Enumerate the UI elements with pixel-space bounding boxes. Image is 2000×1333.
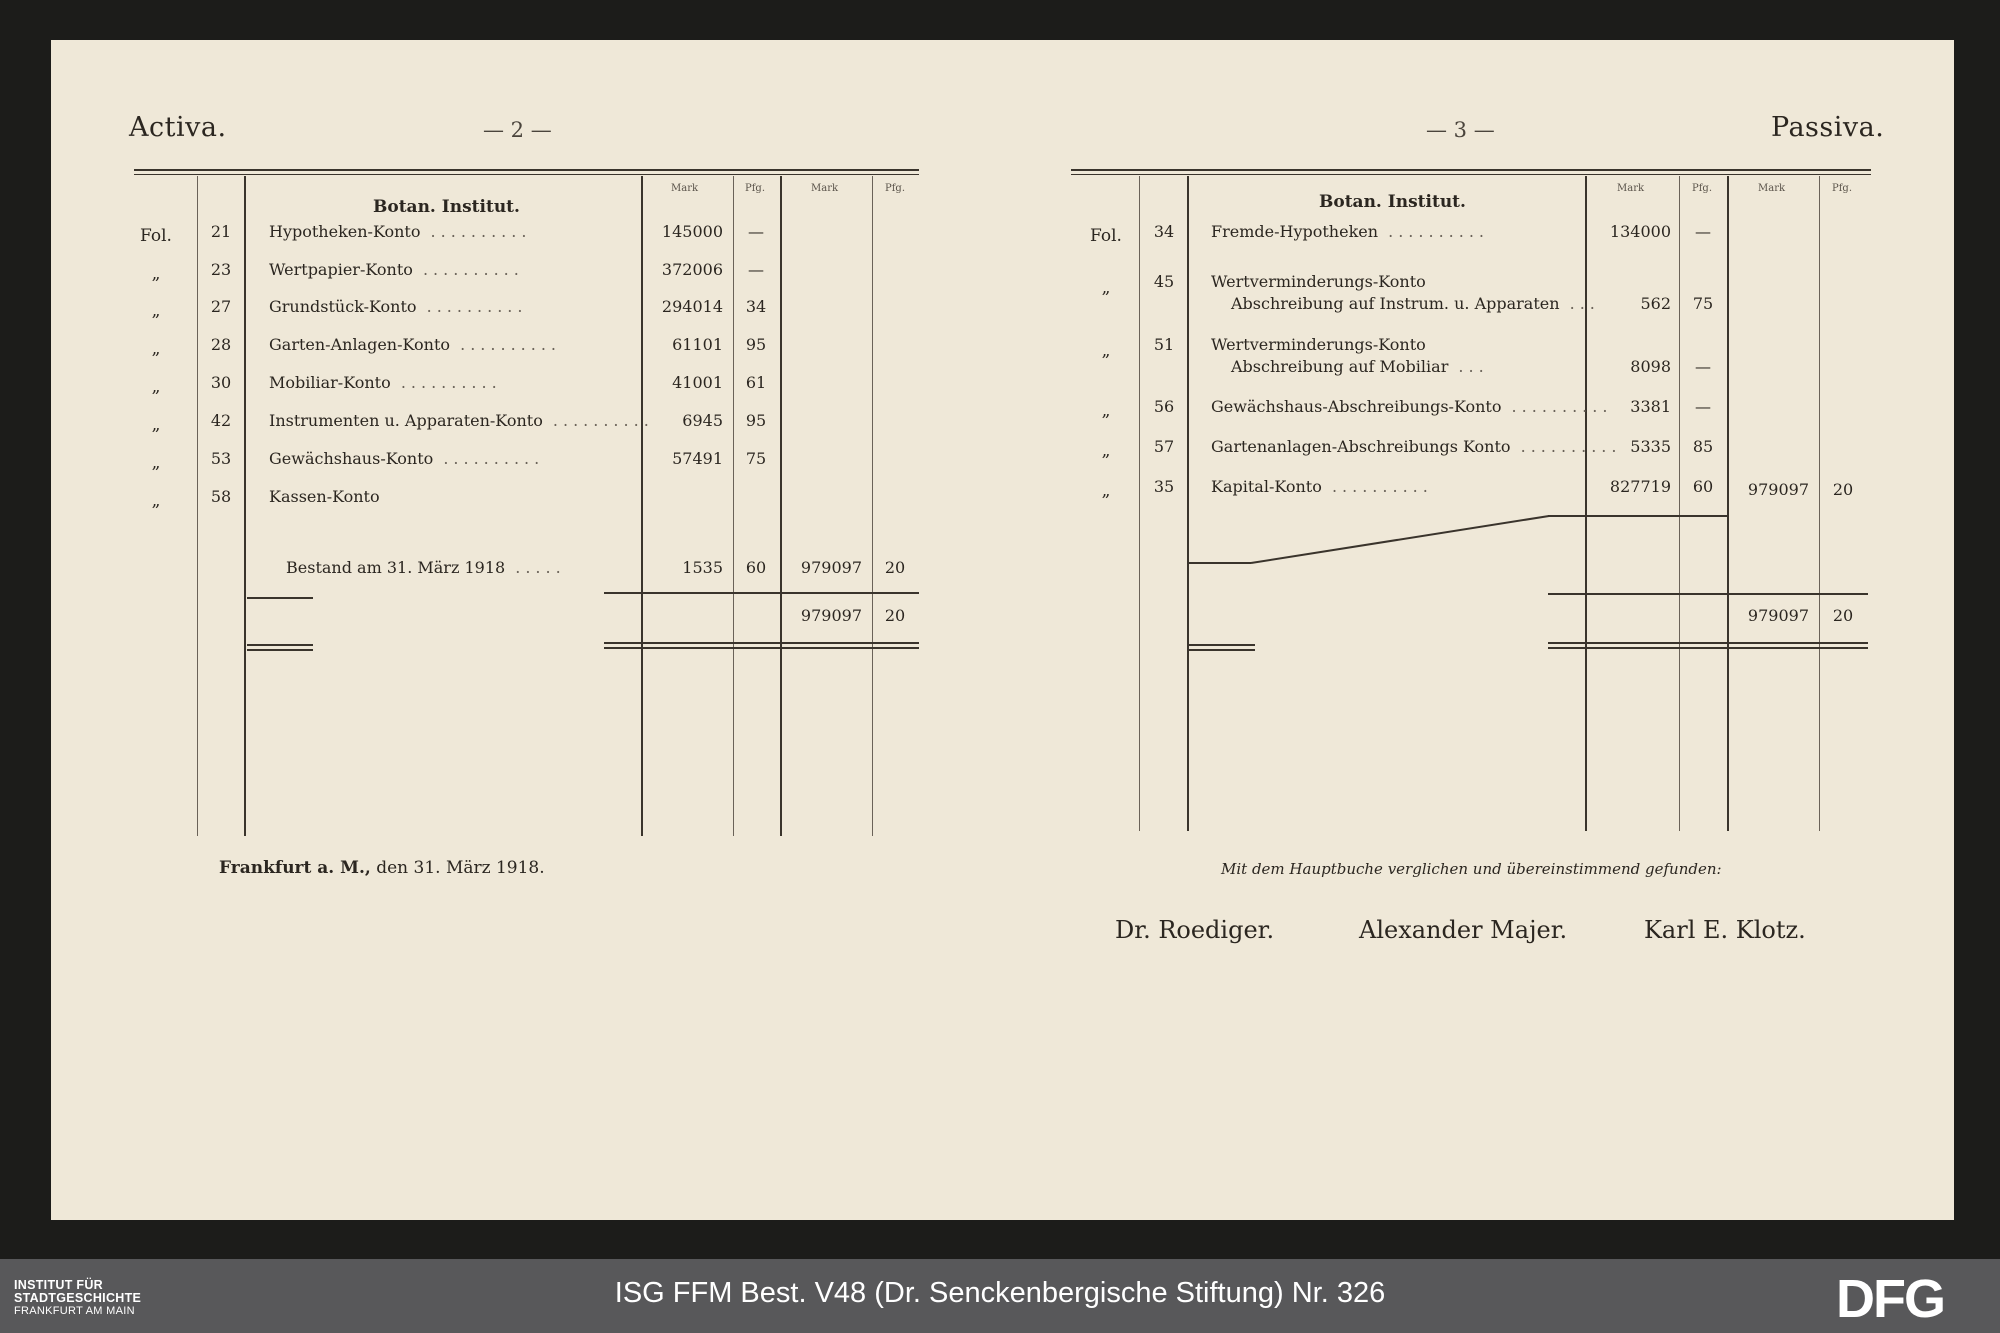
archive-footer (0, 1259, 2000, 1333)
account-label (1211, 437, 1621, 456)
account-name: Gewächshaus-Konto (269, 449, 434, 468)
bestand-pfg-total: 20 (884, 558, 906, 577)
account-name: Wertpapier-Konto (269, 260, 413, 279)
verification-note: Mit dem Hauptbuche verglichen und übereinstimmend gefunden: (1221, 860, 1722, 878)
pfg-value: 34 (745, 297, 767, 316)
pfg-value: — (1695, 357, 1711, 376)
account-name: Kapital-Konto (1211, 477, 1322, 496)
account-name: Gewächshaus-Abschreibungs-Konto (1211, 397, 1502, 416)
bestand-text: Bestand am 31. März 1918 (286, 558, 506, 577)
sum-rule (604, 592, 919, 594)
passiva-total-pfg: 20 (1832, 606, 1854, 625)
leader-dots: .......... (450, 335, 561, 354)
mark-value: 5335 (1630, 437, 1671, 456)
double-rule (604, 642, 919, 644)
account-label (269, 449, 544, 468)
rule (247, 644, 313, 646)
folio-number: 23 (210, 260, 232, 279)
page-number-left: — 2 — (483, 118, 552, 142)
account-label (1211, 397, 1612, 416)
mark-value: 57491 (672, 449, 723, 468)
signature-klotz: Karl E. Klotz. (1644, 916, 1806, 944)
leader-dots: .......... (1501, 397, 1613, 416)
leader-dots: .......... (412, 260, 524, 279)
date: den 31. März 1918. (376, 858, 545, 878)
account-label (269, 260, 524, 279)
rule (1187, 176, 1189, 831)
rule (733, 176, 734, 836)
account-name: Wertverminderungs-Konto (1211, 272, 1426, 291)
rule (1727, 176, 1729, 831)
rule (780, 176, 782, 836)
fol-marker: „ (151, 453, 161, 473)
sum-rule (1548, 593, 1868, 595)
col-mark-header: Mark (811, 183, 839, 194)
double-rule (604, 647, 919, 649)
place-date (219, 858, 545, 878)
mark-value: 827719 (1609, 477, 1671, 496)
account-sublabel (1231, 294, 1600, 313)
rule (1679, 176, 1680, 831)
pfg-value: 85 (1692, 437, 1714, 456)
account-name: Mobiliar-Konto (269, 373, 391, 392)
folio-number: 56 (1153, 397, 1175, 416)
account-label (1211, 477, 1433, 496)
col-mark-header: Mark (1617, 183, 1645, 194)
signature-majer: Alexander Majer. (1359, 916, 1568, 944)
folio-number: 35 (1153, 477, 1175, 496)
archive-caption: ISG FFM Best. V48 (Dr. Senckenbergische Stiftung) Nr. 326 (614, 1277, 1386, 1309)
activa-total-pfg: 20 (884, 606, 906, 625)
pfg-value: — (1695, 222, 1711, 241)
pfg-value: — (748, 222, 764, 241)
account-name: Fremde-Hypotheken (1211, 222, 1379, 241)
kapital-total-mark: 979097 (1747, 480, 1809, 499)
fol-marker: Fol. (1090, 226, 1122, 246)
pfg-value: 75 (745, 449, 767, 468)
passiva-header: Passiva. (1771, 112, 1885, 143)
bestand-pfg: 60 (745, 558, 767, 577)
passiva-total-mark: 979097 (1747, 606, 1809, 625)
leader-dots: .......... (1321, 477, 1433, 496)
leader-dots: .......... (1378, 222, 1489, 241)
account-label (269, 222, 531, 241)
leader-dots: ... (1448, 357, 1489, 376)
leader-dots: .......... (420, 222, 532, 241)
rule (197, 176, 198, 836)
leader-dots: .......... (390, 373, 502, 392)
top-rule-right (1071, 169, 1871, 171)
mark-value: 145000 (661, 222, 723, 241)
folio-number: 57 (1153, 437, 1175, 456)
rule (1548, 515, 1728, 517)
document-scan (51, 40, 1954, 1220)
mark-value: 6945 (682, 411, 723, 430)
col-pfg-header: Pfg. (1832, 183, 1853, 194)
account-label (269, 487, 380, 506)
mark-value: 61101 (672, 335, 723, 354)
fol-marker: Fol. (140, 226, 172, 246)
double-rule (1548, 642, 1868, 644)
fol-marker: „ (151, 339, 161, 359)
page-number-right: — 3 — (1426, 118, 1495, 142)
folio-number: 42 (210, 411, 232, 430)
fol-marker: „ (1101, 481, 1111, 501)
fol-marker: „ (151, 264, 161, 284)
fol-marker: „ (1101, 341, 1111, 361)
fol-marker: „ (151, 491, 161, 511)
account-label (1211, 335, 1426, 354)
mark-value: 294014 (661, 297, 723, 316)
institute-heading-right: Botan. Institut. (1319, 192, 1466, 212)
fol-marker: „ (1101, 278, 1111, 298)
dfg-logo-text: DFG (1836, 1273, 1944, 1323)
leader-dots: .......... (433, 449, 545, 468)
bestand-label: Bestand am 31. März 1918 ..... (286, 558, 566, 577)
account-name: Grundstück-Konto (269, 297, 417, 316)
bestand-mark: 1535 (682, 558, 723, 577)
folio-number: 45 (1153, 272, 1175, 291)
col-pfg-header: Pfg. (885, 183, 906, 194)
activa-total-mark: 979097 (800, 606, 862, 625)
account-name: Instrumenten u. Apparaten-Konto (269, 411, 543, 430)
folio-number: 58 (210, 487, 232, 506)
account-label (269, 373, 502, 392)
account-name: Wertverminderungs-Konto (1211, 335, 1426, 354)
fol-marker: „ (151, 301, 161, 321)
kapital-total-pfg: 20 (1832, 480, 1854, 499)
folio-number: 51 (1153, 335, 1175, 354)
pfg-value: 60 (1692, 477, 1714, 496)
mark-value: 134000 (1609, 222, 1671, 241)
leader-dots: ... (1559, 294, 1600, 313)
institute-line: INSTITUT FÜR (14, 1278, 104, 1292)
pfg-value: 95 (745, 411, 767, 430)
rule (1189, 649, 1255, 651)
col-pfg-header: Pfg. (1692, 183, 1713, 194)
fol-marker: „ (1101, 401, 1111, 421)
bestand-mark-total: 979097 (800, 558, 862, 577)
institute-heading-left: Botan. Institut. (373, 197, 520, 217)
account-label (269, 411, 654, 430)
folio-number: 27 (210, 297, 232, 316)
leader-dots: .......... (1510, 437, 1622, 456)
account-name: Garten-Anlagen-Konto (269, 335, 451, 354)
pfg-value: — (748, 260, 764, 279)
signature-roediger: Dr. Roediger. (1115, 916, 1275, 944)
institute-logo (14, 1279, 141, 1318)
folio-number: 30 (210, 373, 232, 392)
pfg-value: — (1695, 397, 1711, 416)
leader-dots: .......... (542, 411, 654, 430)
rule (1585, 176, 1587, 831)
folio-number: 28 (210, 335, 232, 354)
institute-line: STADTGESCHICHTE (14, 1291, 142, 1305)
dfg-logo (1836, 1273, 1986, 1327)
mark-value: 372006 (661, 260, 723, 279)
activa-header: Activa. (129, 112, 227, 143)
pfg-value: 75 (1692, 294, 1714, 313)
rule (1189, 644, 1255, 646)
account-name: Kassen-Konto (269, 487, 380, 506)
col-mark-header: Mark (1758, 183, 1786, 194)
folio-number: 34 (1153, 222, 1175, 241)
folio-number: 21 (210, 222, 232, 241)
account-name: Hypotheken-Konto (269, 222, 421, 241)
top-rule-left (134, 169, 919, 171)
mark-value: 41001 (672, 373, 723, 392)
mark-value: 8098 (1630, 357, 1671, 376)
pfg-value: 95 (745, 335, 767, 354)
place: Frankfurt a. M., (219, 858, 371, 878)
top-rule-right-thin (1071, 174, 1871, 175)
cancellation-stroke (1187, 510, 1552, 570)
account-label (1211, 272, 1426, 291)
fol-marker: „ (151, 377, 161, 397)
rule (872, 176, 873, 836)
rule (247, 597, 313, 599)
double-rule (1548, 647, 1868, 649)
rule (244, 176, 246, 836)
rule (1819, 176, 1820, 831)
account-subname: Abschreibung auf Instrum. u. Apparaten (1231, 294, 1560, 313)
top-rule-left-thin (134, 174, 919, 175)
col-pfg-header: Pfg. (745, 183, 766, 194)
account-label (1211, 222, 1489, 241)
fol-marker: „ (151, 415, 161, 435)
institute-line: FRANKFURT AM MAIN (14, 1305, 135, 1317)
account-sublabel (1231, 357, 1489, 376)
leader-dots: .......... (416, 297, 528, 316)
account-label (269, 297, 527, 316)
rule (641, 176, 643, 836)
pfg-value: 61 (745, 373, 767, 392)
fol-marker: „ (1101, 441, 1111, 461)
col-mark-header: Mark (671, 183, 699, 194)
rule (1139, 176, 1140, 831)
account-subname: Abschreibung auf Mobiliar (1231, 357, 1449, 376)
rule (247, 649, 313, 651)
mark-value: 3381 (1630, 397, 1671, 416)
mark-value: 562 (1640, 294, 1671, 313)
account-label (269, 335, 561, 354)
folio-number: 53 (210, 449, 232, 468)
account-name: Gartenanlagen-Abschreibungs Konto (1211, 437, 1511, 456)
